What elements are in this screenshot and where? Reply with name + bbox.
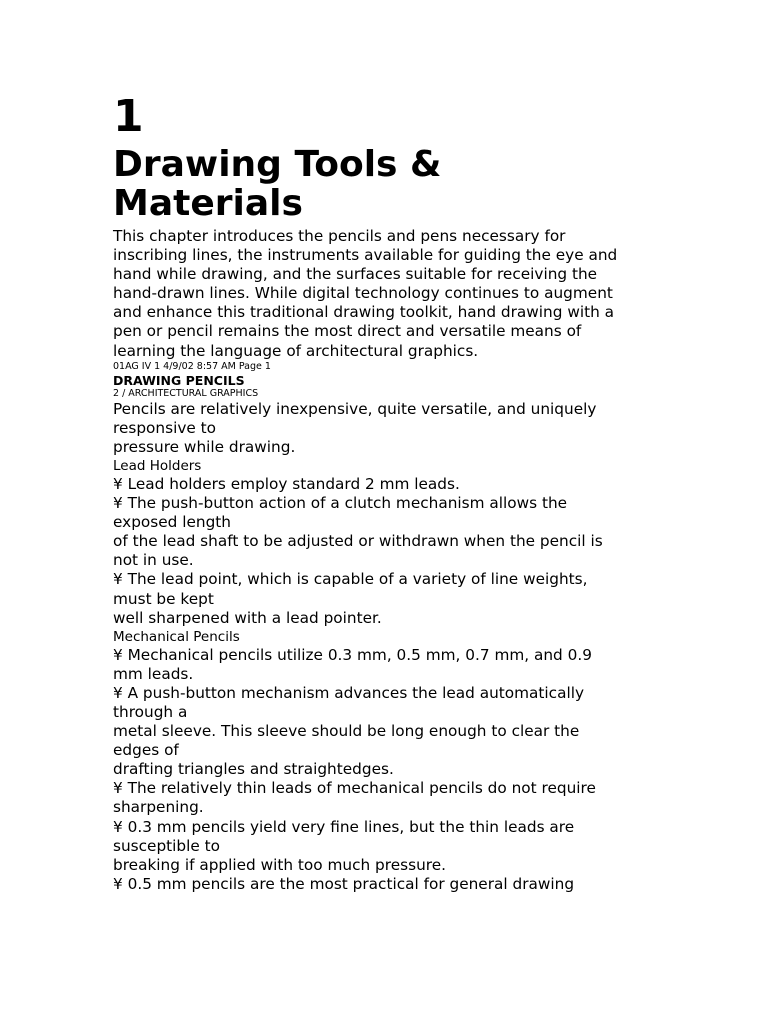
- page-label: 2 / ARCHITECTURAL GRAPHICS: [113, 387, 259, 399]
- intro-line: learning the language of architectural graphics.: [113, 341, 479, 360]
- body-line: responsive to: [113, 418, 216, 437]
- list-item-line: well sharpened with a lead pointer.: [113, 608, 382, 627]
- chapter-intro-paragraph: [113, 227, 658, 361]
- list-item-line: ¥ 0.5 mm pencils are the most practical for general drawing: [113, 874, 575, 893]
- chapter-title: [113, 145, 658, 223]
- list-item-line: ¥ The push-button action of a clutch mechanism allows the: [113, 494, 568, 513]
- list-item-line: ¥ Lead holders employ standard 2 mm leads.: [113, 474, 460, 493]
- document-page: [113, 93, 658, 894]
- running-header: 01AG IV 1 4/9/02 8:57 AM Page 1: [113, 360, 271, 372]
- list-item-line: edges of: [113, 741, 179, 760]
- section-heading: DRAWING PENCILS: [113, 372, 245, 388]
- chapter-title-line: Drawing Tools &: [113, 144, 442, 185]
- mechanical-pencils-heading: Mechanical Pencils: [113, 628, 240, 645]
- list-item-line: drafting triangles and straightedges.: [113, 760, 394, 779]
- list-item-line: mm leads.: [113, 664, 194, 683]
- intro-line: inscribing lines, the instruments available for guiding the eye and: [113, 246, 618, 265]
- intro-line: pen or pencil remains the most direct and versatile means of: [113, 322, 582, 341]
- mechanical-pencils-list: [113, 646, 658, 894]
- list-item-line: not in use.: [113, 551, 194, 570]
- chapter-number: 1: [113, 91, 144, 142]
- list-item-line: exposed length: [113, 513, 231, 532]
- list-item-line: ¥ The relatively thin leads of mechanical pencils do not require: [113, 779, 596, 798]
- chapter-title-line: Materials: [113, 183, 303, 224]
- pencils-intro-paragraph: [113, 400, 658, 457]
- body-line: pressure while drawing.: [113, 437, 296, 456]
- list-item-line: breaking if applied with too much pressure.: [113, 855, 446, 874]
- list-item-line: susceptible to: [113, 836, 221, 855]
- list-item-line: through a: [113, 702, 188, 721]
- intro-line: This chapter introduces the pencils and pens necessary for: [113, 227, 566, 245]
- lead-holders-heading: Lead Holders: [113, 457, 202, 474]
- body-line: Pencils are relatively inexpensive, quite versatile, and uniquely: [113, 399, 597, 418]
- list-item-line: ¥ 0.3 mm pencils yield very fine lines, but the thin leads are: [113, 817, 575, 836]
- intro-line: hand while drawing, and the surfaces suitable for receiving the: [113, 265, 598, 284]
- list-item-line: of the lead shaft to be adjusted or withdrawn when the pencil is: [113, 532, 603, 551]
- intro-line: hand-drawn lines. While digital technology continues to augment: [113, 284, 613, 303]
- list-item-line: ¥ The lead point, which is capable of a variety of line weights,: [113, 570, 588, 589]
- list-item-line: ¥ Mechanical pencils utilize 0.3 mm, 0.5 mm, 0.7 mm, and 0.9: [113, 645, 592, 664]
- list-item-line: ¥ A push-button mechanism advances the lead automatically: [113, 683, 585, 702]
- list-item-line: sharpening.: [113, 798, 204, 817]
- lead-holders-list: [113, 475, 658, 628]
- list-item-line: must be kept: [113, 589, 214, 608]
- list-item-line: metal sleeve. This sleeve should be long enough to clear the: [113, 722, 580, 741]
- intro-line: and enhance this traditional drawing toolkit, hand drawing with a: [113, 303, 615, 322]
